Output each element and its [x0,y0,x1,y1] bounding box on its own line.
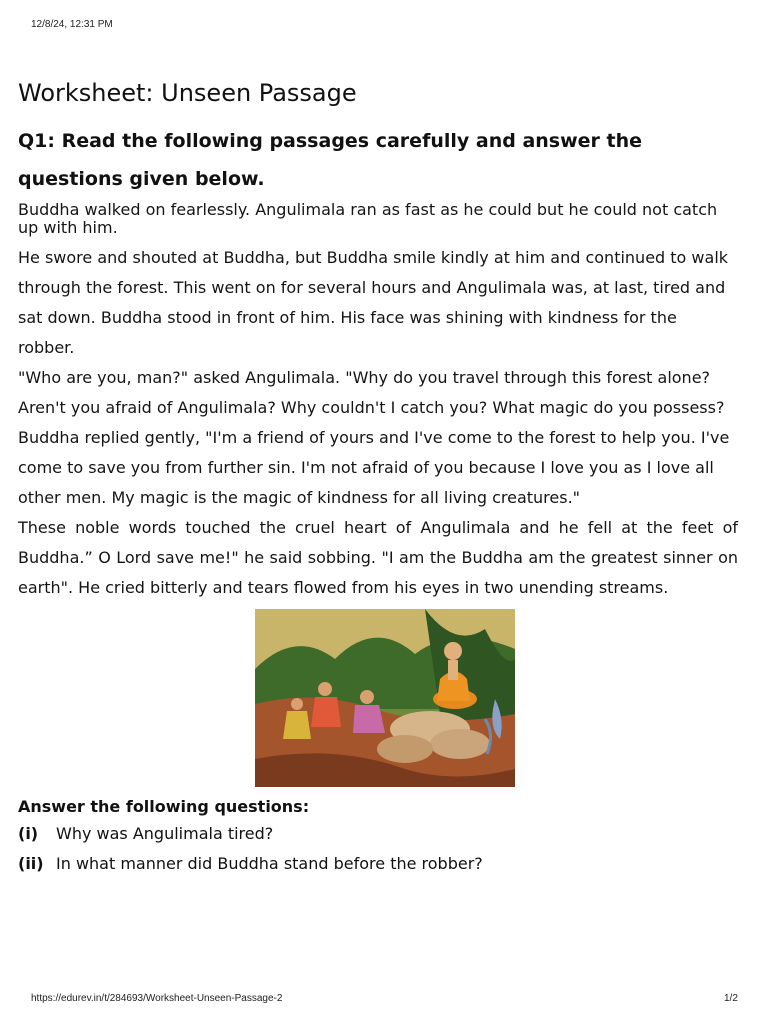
footer-url: https://edurev.in/t/284693/Worksheet-Unseen-Passage-2 [31,993,283,1004]
buddha-painting-illustration [255,609,515,787]
question-text: Why was Angulimala tired? [56,824,274,843]
passage-paragraph-5: These noble words touched the cruel heart of Angulimala and he fell at the feet of Buddha.” O Lord save me!" he said sobbing. "I am the Buddha am the greatest sinner on earth". He cried bitterly and tears flowed from his eyes in two unending streams. [18,518,738,597]
footer-page-number: 1/2 [724,993,738,1004]
passage-paragraph-3: "Who are you, man?" asked Angulimala. "Why do you travel through this forest alone? Aren't you afraid of Angulimala? Why couldn't I catch you? What magic do you possess? [18,368,725,417]
passage-paragraph-4: Buddha replied gently, "I'm a friend of yours and I've come to the forest to help you. I've come to save you from further sin. I'm not afraid of you because I love you as I love all other men. My magic is the magic of kindness for all living creatures." [18,428,730,507]
passage-paragraph-2: He swore and shouted at Buddha, but Buddha smile kindly at him and continued to walk through the forest. This went on for several hours and Angulimala was, at last, tired and sat down. Buddha stood in front of him. His face was shining with kindness for the robber. [18,248,729,357]
question-item [18,819,738,849]
print-date: 12/8/24, 12:31 PM [31,19,113,30]
illustration-container [18,609,738,787]
passage-paragraph-1: Buddha walked on fearlessly. Angulimala ran as fast as he could but he could not catch up with him. [18,200,718,237]
worksheet-content [18,76,738,879]
question-number: (i) [18,824,39,843]
page-title: Worksheet: Unseen Passage [18,79,357,107]
answer-questions-heading: Answer the following questions: [18,797,310,816]
question-heading: Q1: Read the following passages carefully and answer the questions given below. [18,130,643,190]
question-text: In what manner did Buddha stand before the robber? [56,854,483,873]
question-item [18,849,738,879]
question-number: (ii) [18,854,44,873]
